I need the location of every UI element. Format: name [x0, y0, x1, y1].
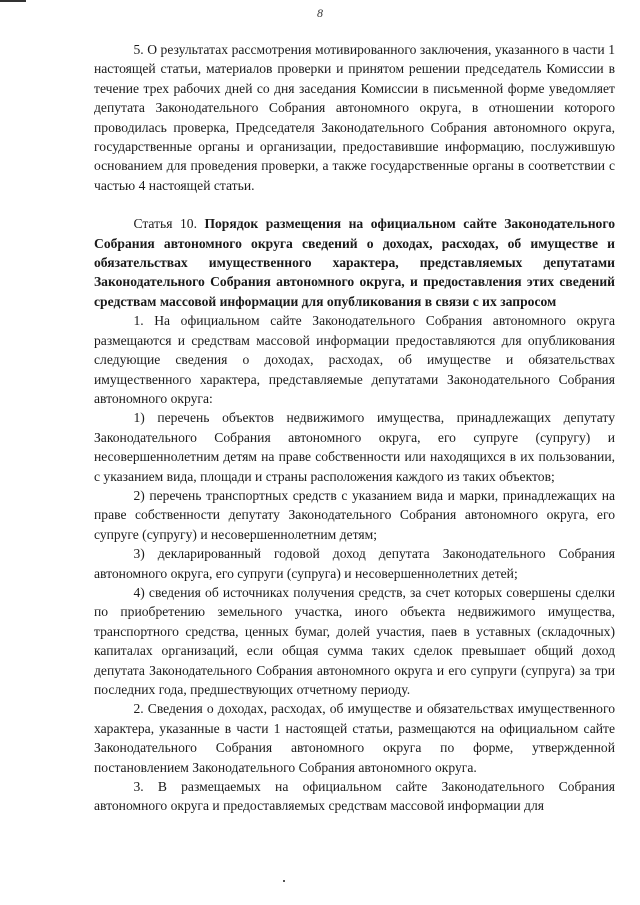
list-item-2: 2) перечень транспортных средств с указанием вида и марки, принадлежащих на праве собственности депутату Законодательного Собрания автономного округа, его супруге (супругу) и несовершеннолетним детям; [94, 487, 615, 542]
paragraph-5-review-result: 5. О результатах рассмотрения мотивированного заключения, указанного в части 1 настоящей статьи, материалов проверки и принятом решении председатель Комиссии в течение трех рабочих дней со дня заседания Комиссии в письменной форме уведомляет депутата Законодательного Собрания автономного округа, в отношении которого проводилась проверка, Председателя Законодательного Собрания автономного округа, государственные органы и организации, предоставившие информацию, послужившую основанием для проведения проверки, а также государственные органы в соответствии с частью 4 настоящей статьи. [94, 42, 615, 193]
article-label: Статья 10. [133, 216, 197, 232]
paragraph-gap [94, 195, 615, 214]
paragraph-2: 2. Сведения о доходах, расходах, об имуществе и обязательствах имущественного характера, указанные в части 1 настоящей статьи, размещаются на официальном сайте Законодательного Собрания автономного округа по форме, утвержденной постановлением Законодательного Собрания автономного округа. [94, 701, 615, 775]
list-item-1: 1) перечень объектов недвижимого имущества, принадлежащих депутату Законодательного Собрания автономного округа, его супруге (супругу) и несовершеннолетним детям на праве собственности или находящихся в их пользовании, с указанием вида, площади и страны расположения каждого из таких объектов; [94, 410, 615, 484]
list-item-4: 4) сведения об источниках получения средств, за счет которых совершены сделки по приобретению земельного участка, иного объекта недвижимого имущества, транспортного средства, ценных бумаг, долей участия, паев в уставных (складочных) капиталах организаций, если общая сумма таких сделок превышает общий доход депутата Законодательного Собрания автономного округа и его супруги (супруга) за три последних года, предшествующих отчетному периоду. [94, 584, 615, 697]
paragraph-1: 1. На официальном сайте Законодательного Собрания автономного округа размещаются и средствам массовой информации предоставляются для опубликования следующие сведения о доходах, расходах, об имуществе и обязательствах имущественного характера, представляемые депутатами Законодательного Собрания автономного округа: [94, 313, 615, 406]
paragraph-3: 3. В размещаемых на официальном сайте Законодательного Собрания автономного округа и предоставляемых средствам массовой информации для [94, 779, 615, 814]
corner-scan-mark [0, 0, 26, 2]
article-10-heading [94, 214, 615, 311]
document-body [94, 40, 615, 816]
article-title: Порядок размещения на официальном сайте Законодательного Собрания автономного округа сведений о доходах, расходах, об имуществе и обязательствах имущественного характера, представляемых депутатами Законодательного Собрания автономного округа, и предоставления этих сведений средствам массовой информации для опубликования в связи с их запросом [94, 216, 615, 309]
list-item-3: 3) декларированный годовой доход депутата Законодательного Собрания автономного округа, его супруги (супруга) и несовершеннолетних детей; [94, 546, 615, 581]
page-number: 8 [317, 6, 323, 20]
scan-speck [283, 880, 285, 882]
